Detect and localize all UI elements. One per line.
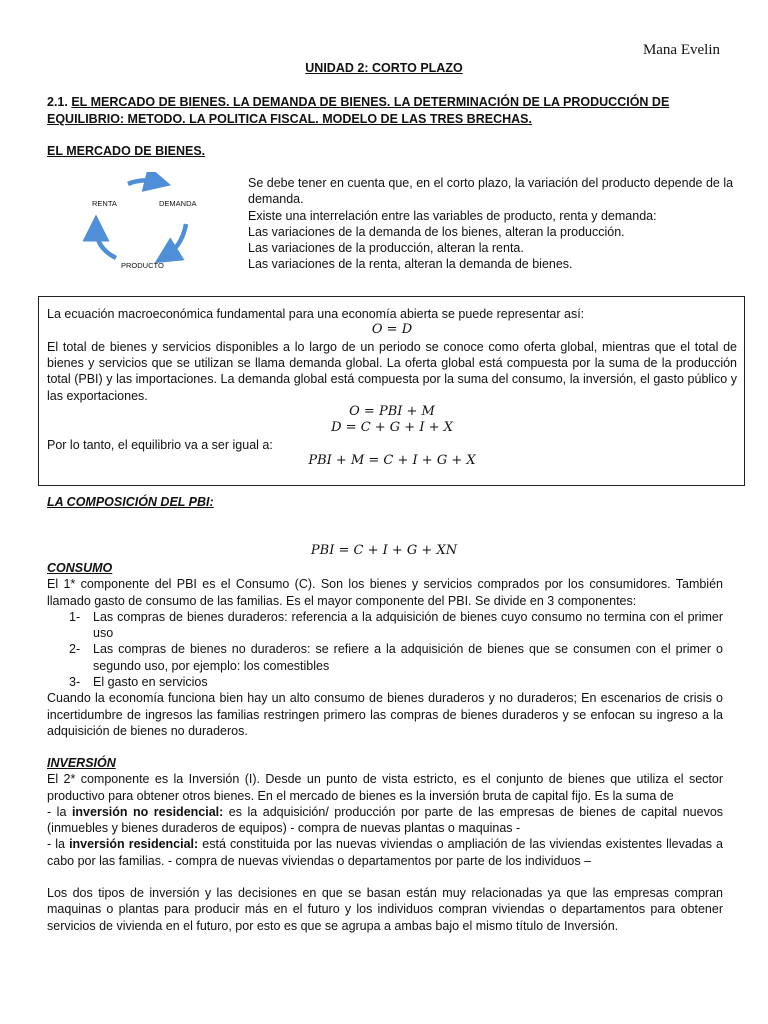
list-text: El gasto en servicios xyxy=(93,675,208,690)
list-number: 2- xyxy=(69,642,81,657)
bullet-prefix: - la xyxy=(47,837,70,852)
inversion-residencial xyxy=(47,836,723,869)
cycle-text-line: Las variaciones de la renta, alteran la demanda de bienes. xyxy=(248,257,573,272)
equation-oferta: O = PBI + M xyxy=(349,403,435,419)
list-text: Las compras de bienes no duraderos: se refiere a la adquisición de bienes que se consumen con el primer o segundo uso, por ejemplo: los comestibles xyxy=(93,642,723,673)
bold-term: inversión no residencial: xyxy=(71,804,224,819)
consumo-list xyxy=(47,609,723,690)
equation-box xyxy=(38,296,745,486)
list-number: 1- xyxy=(69,609,81,624)
consumo-heading: CONSUMO xyxy=(47,561,113,575)
cycle-text-line: Existe una interrelación entre las variables de producto, renta y demanda: xyxy=(248,208,657,223)
cycle-text-line: Las variaciones de la producción, alteran la renta. xyxy=(248,241,524,256)
consumo-closing: Cuando la economía funciona bien hay un alto consumo de bienes duraderos y no duraderos; En escenarios de crisis o incertidumbre de ingresos las familias restringen primero las compras de bienes duraderos y se enfocan su ingreso a la adquisición de bienes no duraderos. xyxy=(47,691,723,738)
inversion-closing: Los dos tipos de inversión y las decisiones en que se basan están muy relacionadas ya que las empresas compran maquinas o plantas para producir más en el futuro y los individuos compran viviendas o departamentos para obtener servicios de vivienda en el futuro, por esto es que se agrupa a ambas bajo el mismo título de Inversión. xyxy=(47,886,723,933)
equation-o-d: O = D xyxy=(371,322,413,338)
cycle-text-line: Se debe tener en cuenta que, en el corto plazo, la variación del producto depende de la demanda. xyxy=(248,176,734,207)
list-item xyxy=(47,674,723,690)
box-body: El total de bienes y servicios disponibles a lo largo de un periodo se conoce como oferta global, mientras que el total de bienes y servicios que se utilizan se llama demanda global. La oferta global está compuesta por la suma de la producción total (PBI) y las importaciones. La demanda global está compuesta por la suma del consumo, la inversión, el gasto público y las exportaciones. xyxy=(47,339,737,403)
mercado-heading-text: EL MERCADO DE BIENES. xyxy=(47,144,206,158)
inversion-intro: El 2* componente es la Inversión (I). Desde un punto de vista estricto, es el conjunto de bienes que utiliza el sector productivo para obtener otros bienes. En el mercado de bienes es la inversión bruta de capital fijo. Es la suma de xyxy=(47,772,723,803)
unit-title: UNIDAD 2: CORTO PLAZO xyxy=(305,61,463,75)
section-title-text: EL MERCADO DE BIENES. LA DEMANDA DE BIENES. LA DETERMINACIÓN DE LA PRODUCCIÓN DE EQUILIBRIO: METODO. LA POLITICA FISCAL. MODELO DE LAS TRES BRECHAS. xyxy=(47,95,670,126)
bullet-text: es la adquisición/ producción por parte de las empresas de bienes de capital nuevos (inmuebles y bienes duraderos de equipos) - compra de nuevas plantas o maquinas - xyxy=(47,804,724,836)
list-item xyxy=(47,609,723,642)
section-number: 2.1. xyxy=(47,95,68,109)
equation-demanda: D = C + G + I + X xyxy=(331,420,453,436)
equation-equilibrio: PBI + M = C + I + G + X xyxy=(308,453,476,469)
cycle-arrows-icon xyxy=(80,172,220,272)
inversion-section xyxy=(47,755,723,934)
cycle-label-renta: RENTA xyxy=(92,199,117,208)
cycle-label-producto: PRODUCTO xyxy=(121,261,164,270)
cycle-explanation xyxy=(248,175,748,273)
section-title xyxy=(47,94,727,128)
inversion-no-residencial xyxy=(47,804,723,837)
cycle-label-demanda: DEMANDA xyxy=(159,199,197,208)
cycle-diagram xyxy=(80,172,220,272)
bullet-text: está constituida por las nuevas viviendas o ampliación de las viviendas existentes llevadas a cabo por las familias. - compra de nuevas viviendas o departamentos por parte de los individuos – xyxy=(47,837,723,868)
consumo-section xyxy=(47,560,723,739)
bold-term: inversión residencial: xyxy=(69,837,199,852)
cycle-text-line: Las variaciones de la demanda de los bienes, alteran la producción. xyxy=(248,224,625,239)
inversion-heading: INVERSIÓN xyxy=(47,756,116,770)
box-por-lo-tanto: Por lo tanto, el equilibrio va a ser igual a: xyxy=(47,437,273,452)
composicion-equation: PBI = C + I + G + XN xyxy=(310,543,458,558)
composicion-heading: LA COMPOSICIÓN DEL PBI: xyxy=(47,495,214,509)
list-text: Las compras de bienes duraderos: referencia a la adquisición de bienes cuyo consumo no termina con el primer uso xyxy=(93,609,723,641)
box-intro: La ecuación macroeconómica fundamental para una economía abierta se puede representar así: xyxy=(47,307,585,321)
mercado-heading xyxy=(47,143,727,160)
list-item xyxy=(47,641,723,674)
author-name: Mana Evelin xyxy=(642,42,720,58)
bullet-prefix: - la xyxy=(47,804,72,819)
list-number: 3- xyxy=(69,675,81,690)
consumo-intro: El 1* componente del PBI es el Consumo (C). Son los bienes y servicios comprados por los consumidores. También llamado gasto de consumo de las familias. Es el mayor componente del PBI. Se divide en 3 componentes: xyxy=(47,577,723,608)
